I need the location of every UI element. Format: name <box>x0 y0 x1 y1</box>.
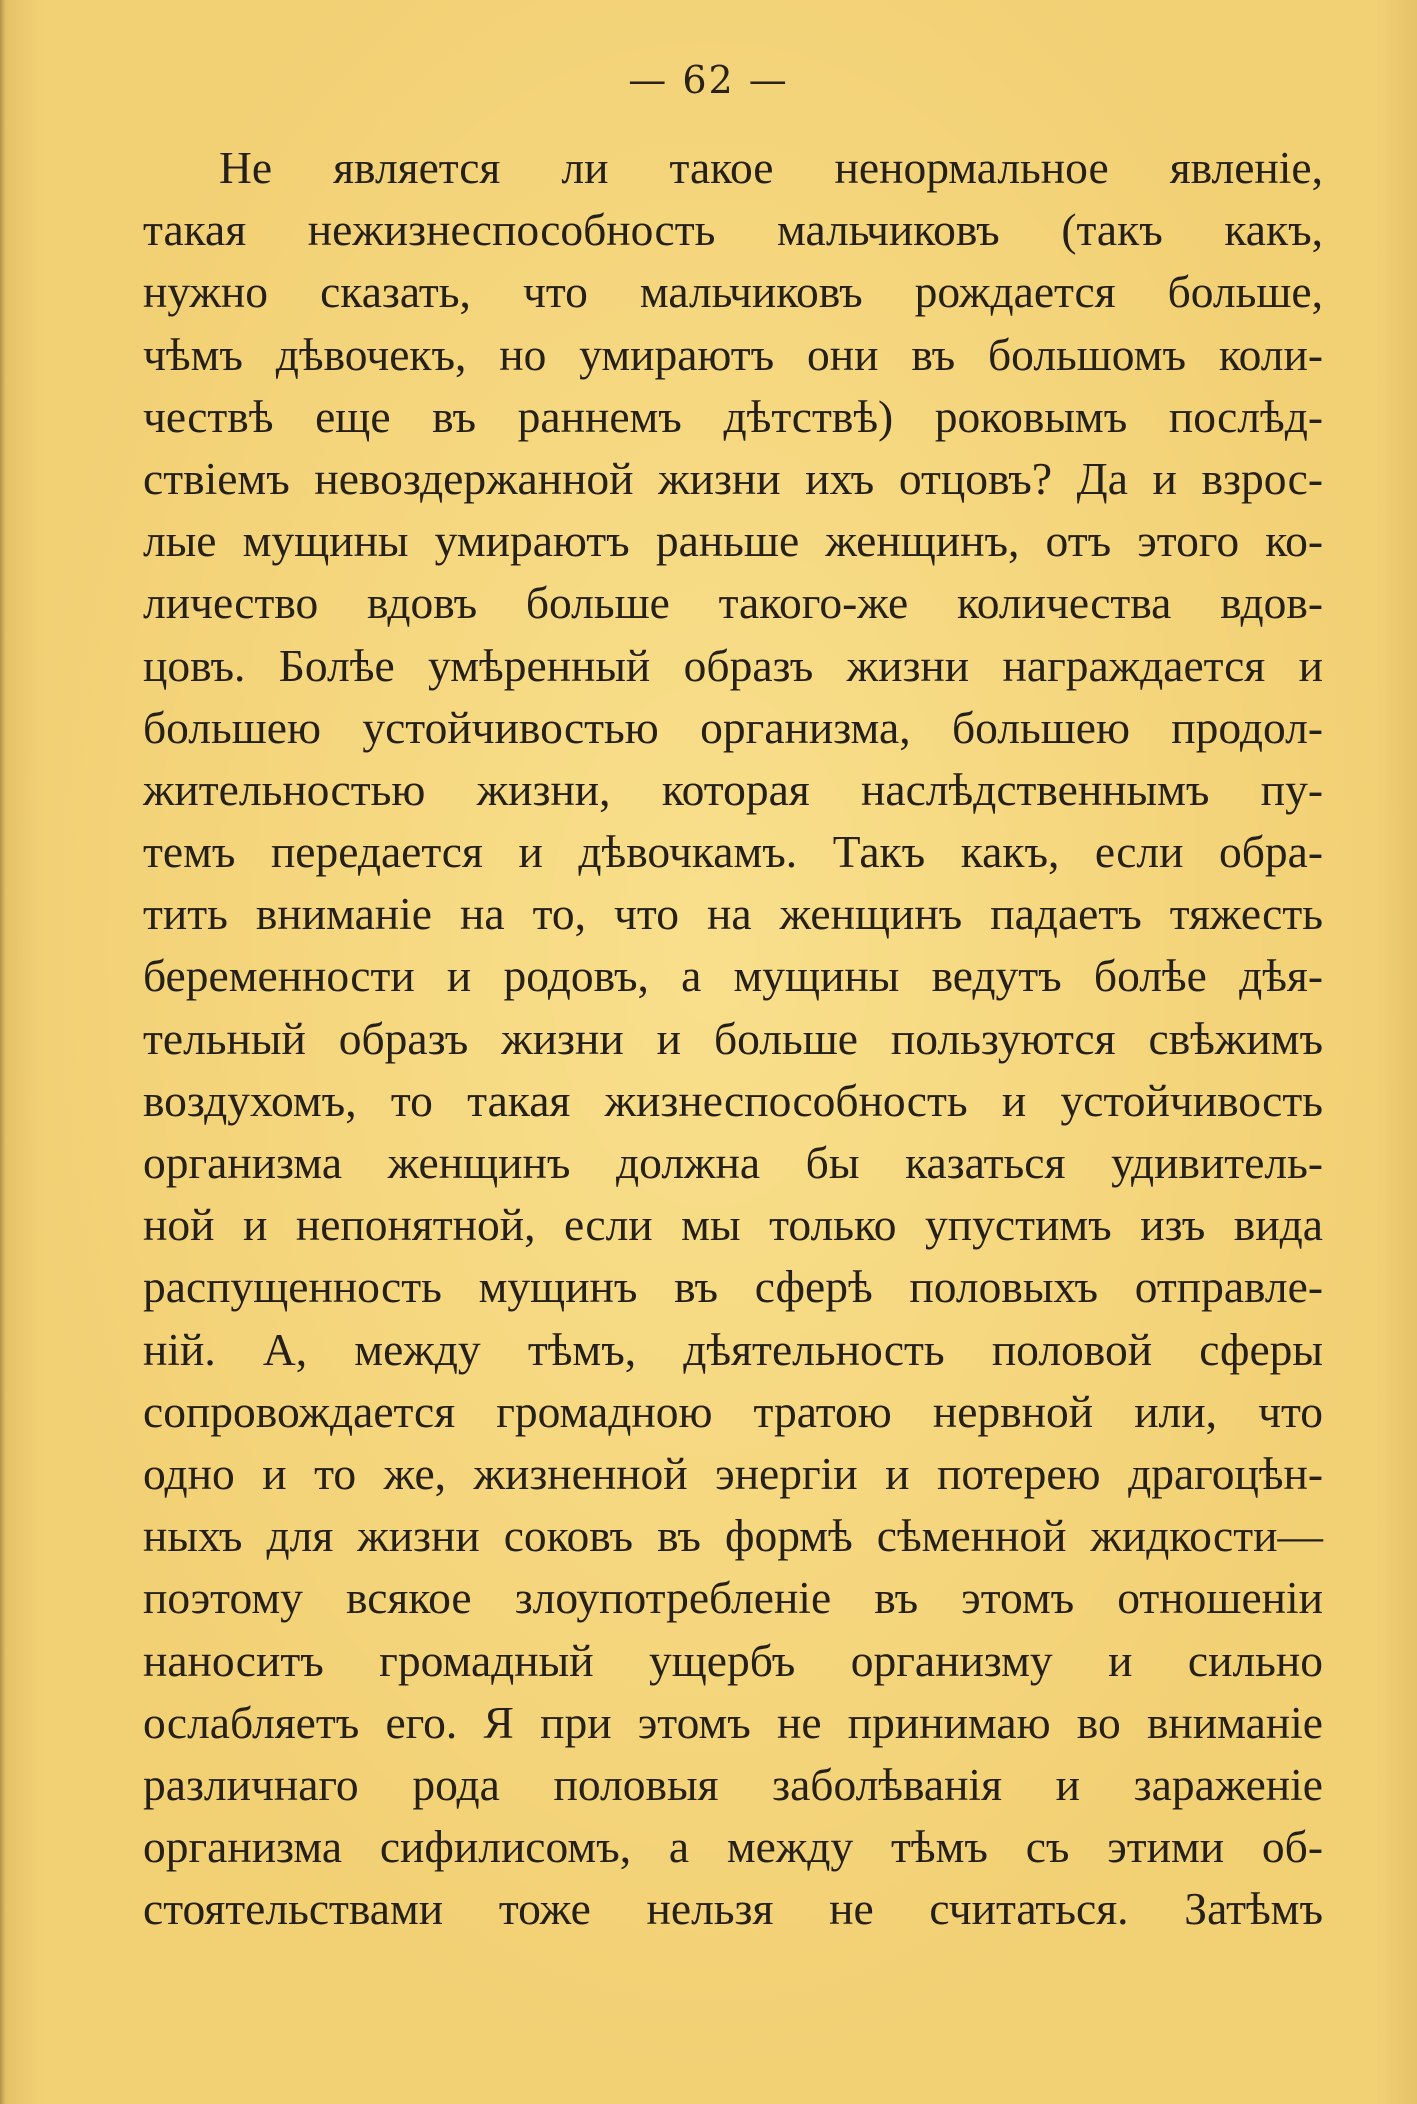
text-line: беременности и родовъ, а мущины ведутъ болѣе дѣя- <box>143 950 1323 1002</box>
text-line: тить вниманіе на то, что на женщинъ падаетъ тяжесть <box>143 888 1323 940</box>
page-edge-shadow <box>0 0 6 2104</box>
text-line: одно и то же, жизненной энергіи и потерею драгоцѣн- <box>143 1447 1323 1499</box>
text-line: большею устойчивостью организма, большею продол- <box>143 701 1323 753</box>
text-line: личество вдовъ больше такого-же количества вдов- <box>143 577 1323 629</box>
text-line: тельный образъ жизни и больше пользуются свѣжимъ <box>143 1012 1323 1064</box>
text-line: лые мущины умираютъ раньше женщинъ, отъ этого ко- <box>143 515 1323 567</box>
text-line: поэтому всякое злоупотребленіе въ этомъ отношеніи <box>143 1572 1323 1624</box>
text-line: воздухомъ, то такая жизнеспособность и устойчивость <box>143 1074 1323 1126</box>
text-line: ствіемъ невоздержанной жизни ихъ отцовъ? Да и взрос- <box>143 452 1323 504</box>
text-line: наноситъ громадный ущербъ организму и сильно <box>143 1634 1323 1686</box>
text-line: Не является ли такое ненормальное явленіе, <box>219 142 1323 193</box>
text-line: чѣмъ дѣвочекъ, но умираютъ они въ большомъ коли- <box>143 328 1323 380</box>
page-body-text <box>143 137 1323 1940</box>
text-line: различнаго рода половыя заболѣванія и зараженіе <box>143 1758 1323 1810</box>
text-line: стоятельствами тоже нельзя не считаться. Затѣмъ <box>143 1883 1323 1935</box>
text-line: ослабляетъ его. Я при этомъ не принимаю во вниманіе <box>143 1696 1323 1748</box>
text-line: жительностью жизни, которая наслѣдственнымъ пу- <box>143 763 1323 815</box>
text-line: организма сифилисомъ, а между тѣмъ съ этими об- <box>143 1821 1323 1873</box>
text-line: такая нежизнеспособность мальчиковъ (такъ какъ, <box>143 204 1323 256</box>
text-line: сопровождается громадною тратою нервной или, что <box>143 1385 1323 1437</box>
page-number: — 62 — <box>628 58 789 102</box>
text-line: чествѣ еще въ раннемъ дѣтствѣ) роковымъ послѣд- <box>143 390 1323 442</box>
text-line: распущенность мущинъ въ сферѣ половыхъ отправле- <box>143 1261 1323 1313</box>
text-line: темъ передается и дѣвочкамъ. Такъ какъ, если обра- <box>143 826 1323 878</box>
text-line: ній. А, между тѣмъ, дѣятельность половой сферы <box>143 1323 1323 1375</box>
text-line: цовъ. Болѣе умѣренный образъ жизни награждается и <box>143 639 1323 691</box>
text-line: нужно сказать, что мальчиковъ рождается больше, <box>143 266 1323 318</box>
text-line: ныхъ для жизни соковъ въ формѣ сѣменной жидкости— <box>143 1510 1323 1562</box>
text-line: ной и непонятной, если мы только упустимъ изъ вида <box>143 1199 1323 1251</box>
text-line: организма женщинъ должна бы казаться удивитель- <box>143 1137 1323 1188</box>
